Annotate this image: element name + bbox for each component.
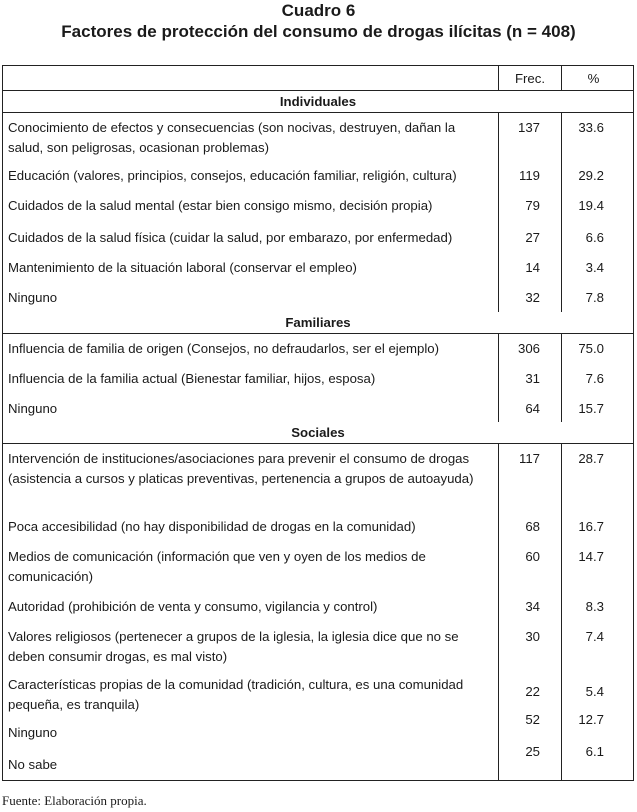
table-row <box>3 113 633 161</box>
header-row <box>3 66 633 91</box>
table-row <box>3 394 633 422</box>
table-row <box>3 223 633 253</box>
row-pct: 7.6 <box>561 364 625 394</box>
row-frec: 64 <box>498 394 561 422</box>
row-pct: 75.0 <box>561 334 625 364</box>
row-label: Influencia de familia de origen (Consejos, no defraudarlos, ser el ejemplo) <box>8 341 440 356</box>
row-frec: 117 <box>498 444 561 512</box>
row-label: Autoridad (prohibición de venta y consumo, vigilancia y control) <box>8 599 378 614</box>
row-label: Ninguno <box>8 725 58 740</box>
row-pct: 6.6 <box>561 223 625 253</box>
section-header-sociales: Sociales <box>3 422 633 444</box>
row-label: Cuidados de la salud física (cuidar la salud, por embarazo, por enfermedad) <box>8 230 453 245</box>
row-label: Mantenimiento de la situación laboral (conservar el empleo) <box>8 260 357 275</box>
row-label: Ninguno <box>8 290 58 305</box>
table-row <box>3 253 633 283</box>
row-frec: 32 <box>498 283 561 312</box>
row-frec: 30 <box>498 622 561 672</box>
row-pct: 3.4 <box>561 253 625 283</box>
source-note: Fuente: Elaboración propia. <box>2 793 147 808</box>
row-label: Medios de comunicación (información que ven y oyen de los medios de comunicación) <box>8 549 426 584</box>
row-frec: 306 <box>498 334 561 364</box>
row-frec: 34 <box>498 592 561 622</box>
row-frec: 14 <box>498 253 561 283</box>
table-row <box>3 191 633 223</box>
row-label-group <box>3 672 498 780</box>
section-header-familiares: Familiares <box>3 312 633 334</box>
row-label: Características propias de la comunidad (tradición, cultura, es una comunidad pequeña, es tranquila) <box>8 677 464 712</box>
row-frec: 79 <box>498 191 561 223</box>
table-row <box>3 334 633 364</box>
row-label: Intervención de instituciones/asociaciones para prevenir el consumo de drogas (asistencia a cursos y platicas preventivas, pertenencia a grupos de autoayuda) <box>8 451 474 486</box>
table-number: Cuadro 6 <box>281 1 356 20</box>
table-row <box>3 542 633 592</box>
row-pct: 33.6 <box>561 113 625 161</box>
row-label: Cuidados de la salud mental (estar bien consigo mismo, decisión propia) <box>8 198 433 213</box>
row-frec: 52 <box>525 712 540 727</box>
row-pct: 7.8 <box>561 283 625 312</box>
header-frec: Frec. <box>498 66 561 90</box>
row-frec: 137 <box>498 113 561 161</box>
row-label: Influencia de la familia actual (Bienestar familiar, hijos, esposa) <box>8 371 376 386</box>
section-header-individuales: Individuales <box>3 91 633 113</box>
row-frec-group <box>498 672 561 780</box>
row-pct: 8.3 <box>561 592 625 622</box>
table-row <box>3 512 633 542</box>
row-pct: 29.2 <box>561 161 625 191</box>
row-pct: 12.7 <box>578 712 604 727</box>
row-pct: 15.7 <box>561 394 625 422</box>
row-label: Conocimiento de efectos y consecuencias (son nocivas, destruyen, dañan la salud, son peligrosas, ocasionan problemas) <box>8 120 456 155</box>
data-table <box>2 65 634 781</box>
row-pct: 6.1 <box>585 744 604 759</box>
row-frec: 68 <box>498 512 561 542</box>
table-row <box>3 283 633 312</box>
row-pct: 5.4 <box>585 684 604 699</box>
row-label: Ninguno <box>8 401 58 416</box>
row-frec: 31 <box>498 364 561 394</box>
header-label <box>3 66 498 90</box>
row-label: No sabe <box>8 757 58 772</box>
row-pct: 19.4 <box>561 191 625 223</box>
row-frec: 25 <box>525 744 540 759</box>
table-row <box>3 364 633 394</box>
row-pct: 16.7 <box>561 512 625 542</box>
row-label: Valores religiosos (pertenecer a grupos de la iglesia, la iglesia dice que no se deben consumir drogas, es mal visto) <box>8 629 459 664</box>
row-pct: 28.7 <box>561 444 625 512</box>
row-frec: 119 <box>498 161 561 191</box>
header-pct: % <box>561 66 625 90</box>
table-row <box>3 622 633 672</box>
row-pct: 14.7 <box>561 542 625 592</box>
table-row <box>3 161 633 191</box>
table-row <box>3 444 633 512</box>
row-frec: 27 <box>498 223 561 253</box>
table-row-group <box>3 672 633 780</box>
row-label: Educación (valores, principios, consejos, educación familiar, religión, cultura) <box>8 168 457 183</box>
row-frec: 22 <box>525 684 540 699</box>
table-title: Factores de protección del consumo de drogas ilícitas (n = 408) <box>61 22 576 41</box>
row-pct: 7.4 <box>561 622 625 672</box>
row-frec: 60 <box>498 542 561 592</box>
table-row <box>3 592 633 622</box>
row-pct-group <box>561 672 625 780</box>
row-label: Poca accesibilidad (no hay disponibilidad de drogas en la comunidad) <box>8 519 416 534</box>
